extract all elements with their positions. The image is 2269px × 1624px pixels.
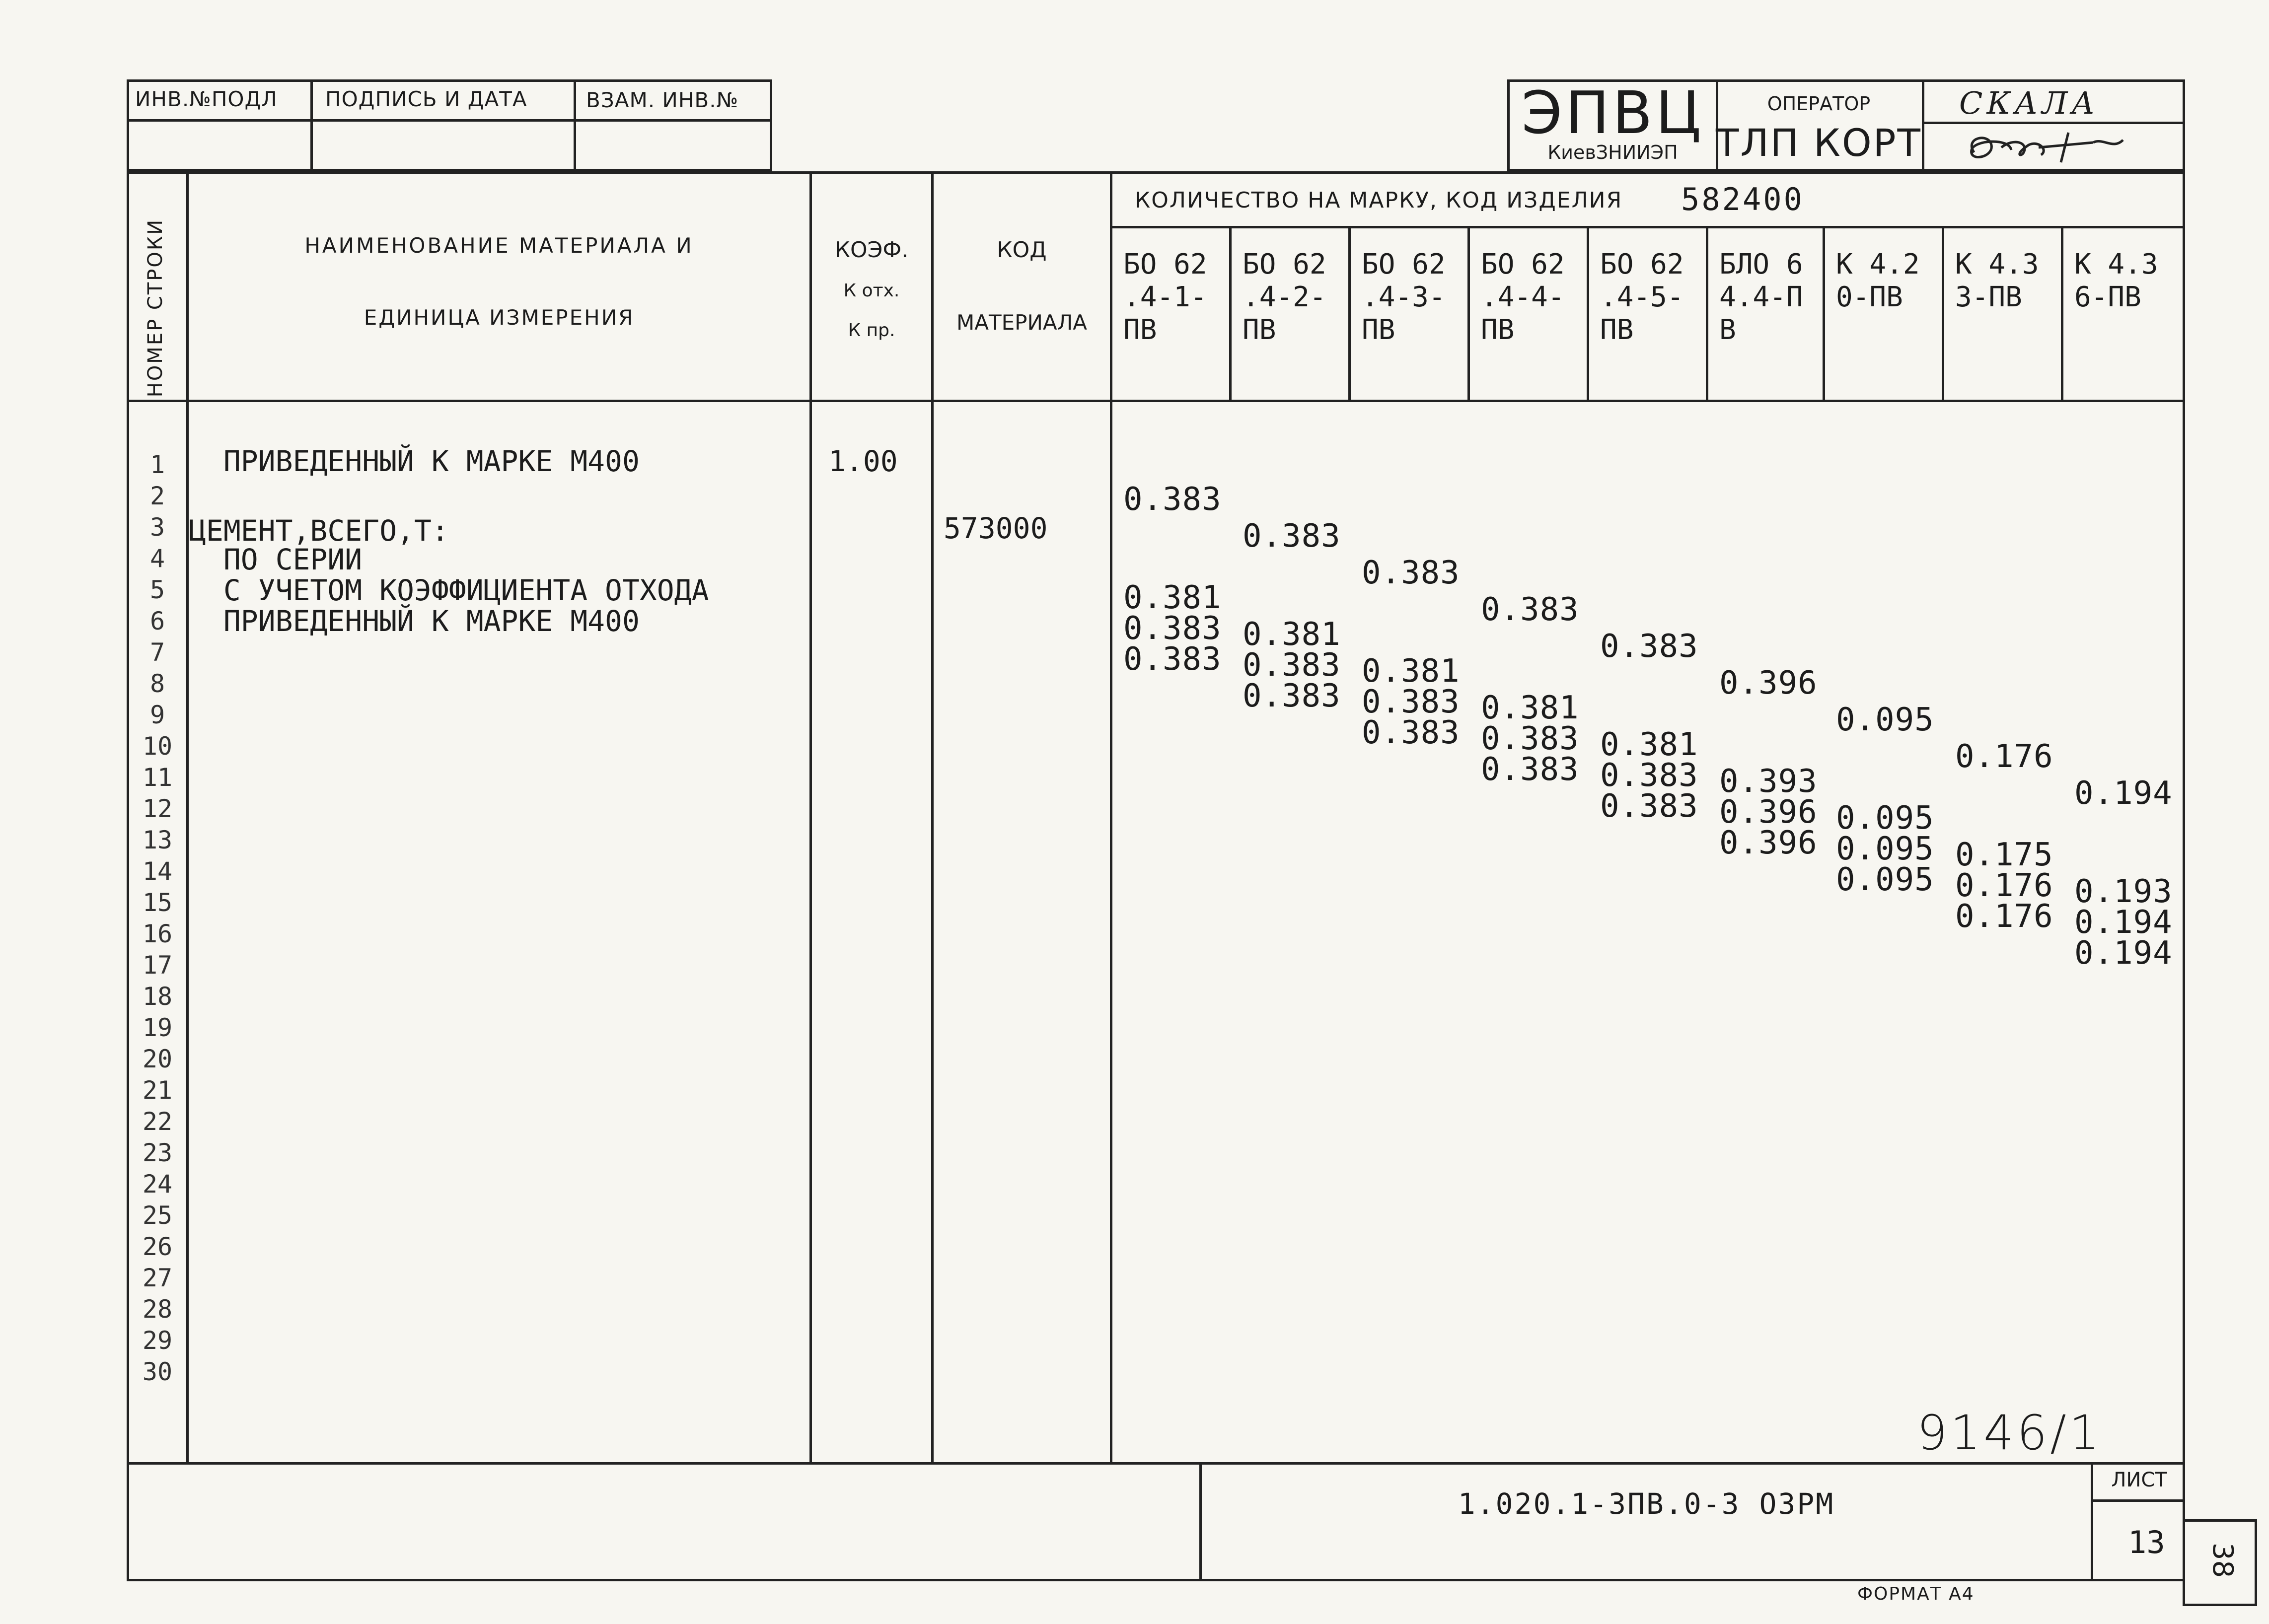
row-number: 28 <box>142 1295 173 1324</box>
col-divider-3 <box>931 171 934 1465</box>
table-row-code: 573000 <box>944 511 1048 545</box>
mark-header-5: БО 62 .4-5- ПВ <box>1600 248 1684 346</box>
operator-label: ОПЕРАТОР <box>1767 93 1871 115</box>
table-row-coef: 1.00 <box>828 444 898 478</box>
row-number: 29 <box>142 1326 173 1355</box>
row-number: 20 <box>142 1045 173 1073</box>
row-number: 27 <box>142 1264 173 1292</box>
row-number: 16 <box>142 919 173 948</box>
code-header-line1: КОД <box>997 237 1047 263</box>
podpis-data-label: ПОДПИСЬ И ДАТА <box>325 87 527 111</box>
inv-podl-label: ИНВ.№ПОДЛ <box>135 87 278 111</box>
sheet-number: 13 <box>2128 1524 2165 1560</box>
row-number: 1 <box>149 450 165 479</box>
sheet-label: ЛИСТ <box>2111 1469 2167 1491</box>
table-row-values: 0.381 0.381 0.381 0.381 0.381 0.393 0.095 0.175 0.193 <box>1123 579 2173 910</box>
handwritten-signature <box>1954 128 2153 167</box>
row-number: 23 <box>142 1138 173 1167</box>
document-code: 1.020.1-3ПВ.0-3 ОЗРМ <box>1458 1487 1835 1521</box>
table-row-values: 0.383 0.383 0.383 0.383 0.383 0.396 0.095 0.176 0.194 <box>1123 641 2173 972</box>
coef-header-line1: КОЭФ. <box>834 237 909 263</box>
row-number: 19 <box>142 1013 173 1042</box>
row-number-header: НОМЕР СТРОКИ <box>144 218 167 398</box>
table-row-material: ЦЕМЕНТ,ВСЕГО,Т: <box>189 514 449 548</box>
row-number: 17 <box>142 951 173 980</box>
row-number: 11 <box>142 763 173 792</box>
mark-header-7: К 4.2 0-ПВ <box>1836 248 1920 313</box>
material-header-line2: ЕДИНИЦА ИЗМЕРЕНИЯ <box>364 305 635 330</box>
product-code: 582400 <box>1681 181 1804 217</box>
mark-header-9: К 4.3 6-ПВ <box>2074 248 2158 313</box>
table-row-material: ПРИВЕДЕННЫЙ К МАРКЕ М400 <box>189 604 640 638</box>
table-row-values: 0.383 0.383 0.383 0.383 0.383 0.396 0.095 0.176 0.194 <box>1123 610 2173 941</box>
quantity-header: КОЛИЧЕСТВО НА МАРКУ, КОД ИЗДЕЛИЯ <box>1135 188 1623 213</box>
row-number: 9 <box>149 701 165 729</box>
row-number: 8 <box>149 669 165 698</box>
coef-header-line2: К отх. <box>843 281 900 301</box>
row-number: 25 <box>142 1201 173 1230</box>
row-number: 10 <box>142 732 173 761</box>
margin-number: 38 <box>2206 1542 2239 1578</box>
row-number: 30 <box>142 1357 173 1386</box>
row-number: 22 <box>142 1107 173 1136</box>
col-divider-4 <box>1110 171 1112 1465</box>
operator-value: ТЛП КОРТ <box>1716 121 1922 165</box>
row-number: 6 <box>149 607 165 635</box>
table-row-material: С УЧЕТОМ КОЭФФИЦИЕНТА ОТХОДА <box>189 573 709 607</box>
material-header-line1: НАИМЕНОВАНИЕ МАТЕРИАЛА И <box>304 233 694 258</box>
row-number: 2 <box>149 482 165 510</box>
row-number: 18 <box>142 982 173 1011</box>
mark-header-6: БЛО 6 4.4-П В <box>1719 248 1803 346</box>
code-header-line2: МАТЕРИАЛА <box>956 310 1087 335</box>
table-row-material: ПРИВЕДЕННЫЙ К МАРКЕ М400 <box>189 444 640 478</box>
row-number: 3 <box>149 513 165 542</box>
format-label: ФОРМАТ А4 <box>1857 1584 1975 1604</box>
header-bottom-line <box>127 400 2185 402</box>
mark-header-1: БО 62 .4-1- ПВ <box>1123 248 1207 346</box>
mark-header-3: БО 62 .4-3- ПВ <box>1362 248 1446 346</box>
handwritten-number: 9146/1 <box>1917 1405 2103 1461</box>
row-number: 24 <box>142 1170 173 1199</box>
signature-text: СКАЛА <box>1959 85 2099 121</box>
approval-stamp <box>127 79 772 171</box>
row-number: 15 <box>142 888 173 917</box>
mark-header-4: БО 62 .4-4- ПВ <box>1481 248 1565 346</box>
mark-header-8: К 4.3 3-ПВ <box>1955 248 2039 313</box>
col-divider-1 <box>186 171 189 1465</box>
col-divider-2 <box>809 171 812 1465</box>
title-block <box>1507 79 2185 171</box>
table-row-values: 0.383 0.383 0.383 0.383 0.383 0.396 0.095 0.176 0.194 <box>1123 481 2173 812</box>
org-name: ЭПВЦ <box>1521 78 1704 147</box>
row-number: 5 <box>149 575 165 604</box>
footer-block <box>127 1462 2185 1581</box>
coef-header-line3: К пр. <box>848 320 895 341</box>
row-number: 12 <box>142 794 173 823</box>
vzam-inv-label: ВЗАМ. ИНВ.№ <box>586 88 739 112</box>
row-number: 21 <box>142 1076 173 1105</box>
table-row-material: ПО СЕРИИ <box>189 543 363 576</box>
org-subtitle: КиевЗНИИЭП <box>1547 141 1678 163</box>
row-number: 13 <box>142 826 173 854</box>
row-number: 26 <box>142 1232 173 1261</box>
row-number-list <box>130 449 185 1388</box>
row-number: 14 <box>142 857 173 886</box>
row-number: 7 <box>149 638 165 667</box>
row-number: 4 <box>149 544 165 573</box>
mark-header-2: БО 62 .4-2- ПВ <box>1243 248 1326 346</box>
